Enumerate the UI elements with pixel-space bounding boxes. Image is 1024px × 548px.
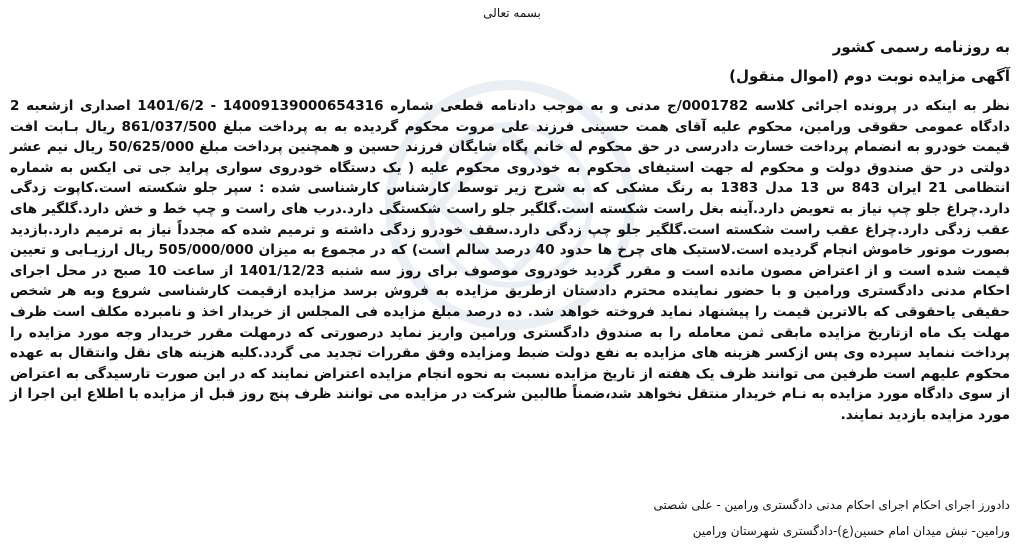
address-line: ورامین- نبش میدان امام حسین(ع)-دادگستری شهرستان ورامین (692, 524, 1010, 538)
basmala-heading: بسمه تعالی (483, 6, 541, 20)
ad-title: آگهی مزایده نوبت دوم (اموال منقول) (729, 67, 1010, 85)
publication-line: به روزنامه رسمی کشور (832, 38, 1010, 56)
signature-line: دادورز اجرای احکام اجرای احکام مدنی دادگستری ورامین - علی شصتی (653, 498, 1010, 512)
ad-body-text: نظر به اینکه در پرونده اجرائی کلاسه 0001782/ج مدنی و به موجب دادنامه قطعی شماره 14009139000654316 - 1401/6/2 اصداری ازشعبه 2 دادگاه عمومی حقوقی ورامین، محکوم علیه آقای همت حسینی فرزند علی مروت محکوم گردیده به به پرداخت مبلغ 861/037/500 ریال بـابت افت قیمت خودرو به انضمام پرداخت خسارت دادرسی در حق محکوم له خانم پگاه شایگان فرزند حسین و همچنین پرداخت مبلغ 50/625/000 ریال نیم عشر دولتی در حق صندوق دولت و محکوم له جهت استیفای محکوم به خودروی محکوم علیه ( یک دستگاه خودروی سواری پراید جی تی ایکس به شماره انتظامی 21 ایران 843 س 13 مدل 1383 به رنگ مشکی که به شرح زیر توسط کارشناس کارشناسی شده : سپر جلو شکسته است.کاپوت زدگی دارد.چراغ جلو چپ نیاز به تعویض دارد.آینه بغل راست شکسته است.گلگیر جلو راست شکستگی دارد.درب های راست و چپ خط و خش دارد.گلگیر های عقب زدگی دارد.چراغ عقب راست شکسته است.گلگیر جلو چپ زدگی دارد.سقف خودرو زدگی داشته و ترمیم شده که مجدداً نیاز به ترمیم دارد.بازدید بصورت موتور خاموش انجام گردیده است.لاستیک های چرخ ها حدود 40 درصد سالم است) که در مجموع به میزان 505/000/000 ریال ارزیـابی و تعیین قیمت شده است و از اعتراض مصون مانده است و مقرر گردید خودروی موصوف برای روز سه شنبه 1401/12/23 از ساعت 10 صبح در محل اجرای احکام مدنی دادگستری ورامین و با حضور نماینده محترم دادستان ازطریق مزایده به فروش برسد مزایده ازقیمت کارشناسی شروع وبه هر شخص حقیقی یاحقوقی که بالاترین قیمت را پیشنهاد نماید فروخته خواهد شد. ده درصد مبلغ مزایده فی المجلس از خریدار اخذ و نامبرده مکلف است ظرف مهلت یک ماه ازتاریخ مزایده مابقی ثمن معامله را به صندوق دادگستری ورامین واریز نماید درصورتی که درمهلت مقرر خریدار وجه مورد مزایده را پرداخت ننماید سپرده وی پس ازکسر هزینه های مزایده به نفع دولت ضبط ومزایده وفق مقررات تجدید می گردد.کلیه هزینه های نقل وانتقال به عهده محکوم علیهم است طرفین می توانند ظرف یک هفته از تاریخ مزایده نسبت به نحوه انجام مزایده اعتراض نمایند که در این صورت تارسیدگی به اعتراض از سوی دادگاه مورد مزایده به نـام خریدار منتقل نخواهد شد،ضمناً طالبین شرکت در مزایده می توانند ظرف پنج روز قبل از مزایده با اطلاع این اجرا از مورد مزایده بازدید نمایند. (10, 98, 1011, 423)
